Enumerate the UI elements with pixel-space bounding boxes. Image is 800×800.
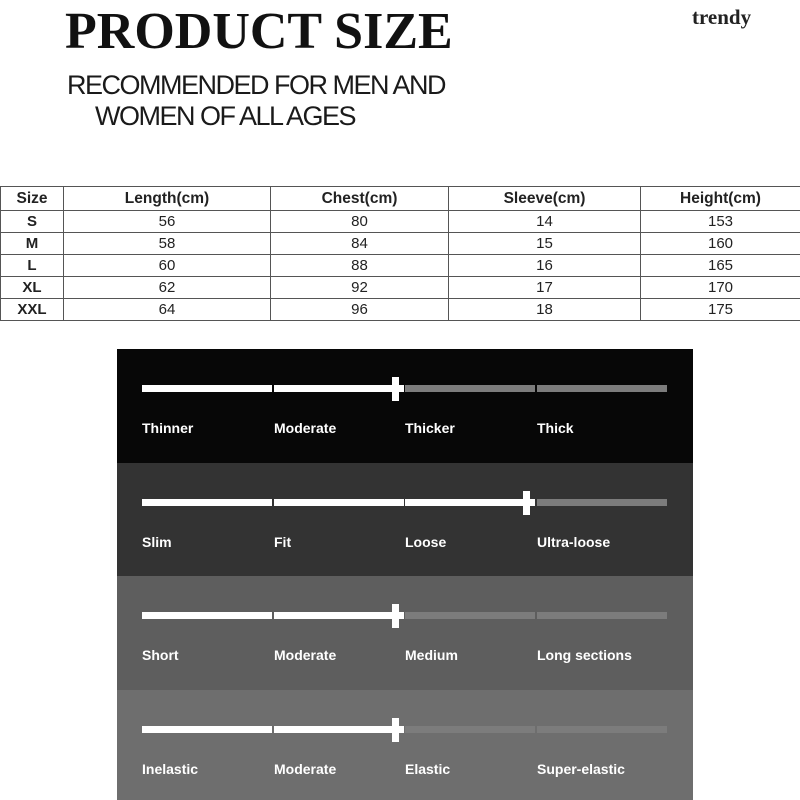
size-table bbox=[0, 186, 800, 321]
table-row bbox=[1, 255, 800, 277]
scale-label: Moderate bbox=[274, 420, 337, 436]
height-cell: 170 bbox=[641, 277, 800, 299]
length-cell: 60 bbox=[64, 255, 271, 277]
sleeve-cell: 17 bbox=[449, 277, 641, 299]
scale-segment bbox=[274, 385, 404, 392]
scale-segment bbox=[405, 385, 535, 392]
chest-cell: 88 bbox=[271, 255, 449, 277]
scale-label: Super-elastic bbox=[537, 761, 625, 777]
scale-label: Loose bbox=[405, 534, 447, 550]
scale-label: Slim bbox=[142, 534, 172, 550]
size-table-header-row bbox=[1, 187, 800, 211]
subtitle-line-2: WOMEN OF ALL AGES bbox=[95, 101, 356, 131]
scale-label: Elastic bbox=[405, 761, 451, 777]
scale-segment bbox=[537, 612, 667, 619]
sleeve-cell: 18 bbox=[449, 299, 641, 321]
column-header-sleeve: Sleeve(cm) bbox=[449, 187, 641, 211]
table-row bbox=[1, 277, 800, 299]
scale-label: Ultra-loose bbox=[537, 534, 611, 550]
scale-label: Moderate bbox=[274, 761, 337, 777]
table-row bbox=[1, 299, 800, 321]
length-cell: 56 bbox=[64, 211, 271, 233]
brand-name: trendy bbox=[692, 5, 752, 29]
scale-segment bbox=[405, 499, 535, 506]
chest-cell: 80 bbox=[271, 211, 449, 233]
fit-scale-panel bbox=[117, 463, 693, 576]
size-cell: L bbox=[1, 255, 64, 277]
elasticity-scale-panel bbox=[117, 690, 693, 800]
scale-segment bbox=[405, 726, 535, 733]
scale-segment bbox=[142, 726, 272, 733]
column-header-size: Size bbox=[1, 187, 64, 211]
column-header-chest: Chest(cm) bbox=[271, 187, 449, 211]
length-cell: 58 bbox=[64, 233, 271, 255]
scale-label: Thinner bbox=[142, 420, 194, 436]
size-cell: XL bbox=[1, 277, 64, 299]
length-cell: 62 bbox=[64, 277, 271, 299]
sleeve-cell: 16 bbox=[449, 255, 641, 277]
size-cell: S bbox=[1, 211, 64, 233]
scale-segment bbox=[142, 499, 272, 506]
column-header-length: Length(cm) bbox=[64, 187, 271, 211]
subtitle-line-1: RECOMMENDED FOR MEN AND bbox=[67, 70, 446, 100]
length-cell: 64 bbox=[64, 299, 271, 321]
height-cell: 175 bbox=[641, 299, 800, 321]
size-cell: XXL bbox=[1, 299, 64, 321]
scale-segment bbox=[142, 612, 272, 619]
scale-label: Thick bbox=[537, 420, 574, 436]
scale-label: Short bbox=[142, 647, 179, 663]
table-row bbox=[1, 233, 800, 255]
scale-label: Thicker bbox=[405, 420, 455, 436]
page-title: PRODUCT SIZE bbox=[65, 3, 453, 60]
scale-segment bbox=[537, 385, 667, 392]
height-cell: 160 bbox=[641, 233, 800, 255]
scale-label: Inelastic bbox=[142, 761, 199, 777]
size-cell: M bbox=[1, 233, 64, 255]
thickness-scale-panel bbox=[117, 349, 693, 463]
sleeve-cell: 15 bbox=[449, 233, 641, 255]
scale-segment bbox=[274, 612, 404, 619]
scale-segment bbox=[537, 499, 667, 506]
chest-cell: 92 bbox=[271, 277, 449, 299]
scale-segment bbox=[274, 726, 404, 733]
scale-segment bbox=[274, 499, 404, 506]
scale-segment bbox=[142, 385, 272, 392]
length-scale-panel bbox=[117, 576, 693, 690]
fit-scales bbox=[117, 349, 693, 800]
column-header-height: Height(cm) bbox=[641, 187, 800, 211]
scale-label: Fit bbox=[274, 534, 292, 550]
table-row bbox=[1, 211, 800, 233]
scale-label: Medium bbox=[405, 647, 458, 663]
height-cell: 153 bbox=[641, 211, 800, 233]
scale-segment bbox=[537, 726, 667, 733]
chest-cell: 84 bbox=[271, 233, 449, 255]
height-cell: 165 bbox=[641, 255, 800, 277]
chest-cell: 96 bbox=[271, 299, 449, 321]
scale-label: Moderate bbox=[274, 647, 337, 663]
scale-label: Long sections bbox=[537, 647, 632, 663]
sleeve-cell: 14 bbox=[449, 211, 641, 233]
scale-segment bbox=[405, 612, 535, 619]
